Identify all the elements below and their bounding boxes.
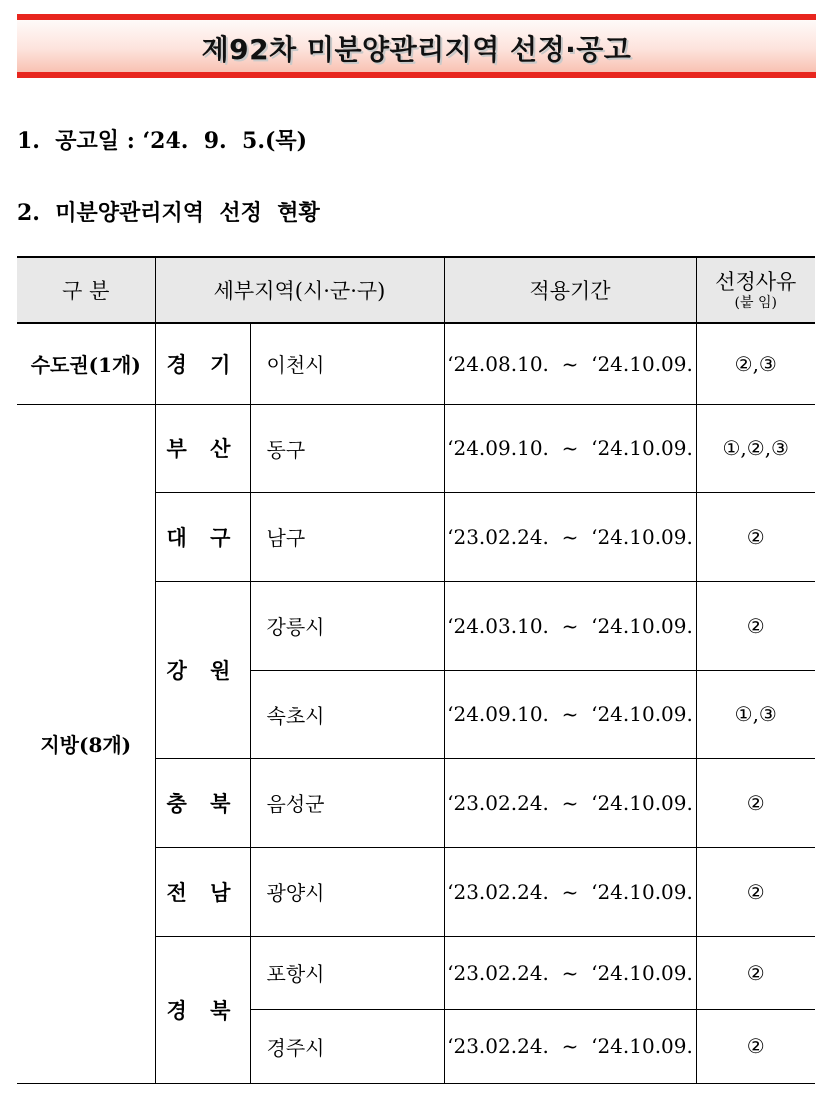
group-provincial: 지방(8개) (17, 404, 155, 1083)
period-cell: ‘23.02.24. ~ ‘24.10.09. (444, 936, 696, 1009)
district-cell: 동구 (250, 404, 444, 492)
reason-cell: ② (696, 492, 815, 581)
announcement-date-heading: 1. 공고일 : ‘24. 9. 5.(목) (17, 128, 308, 154)
district-cell: 속초시 (250, 670, 444, 758)
province-cell: 강 원 (155, 581, 250, 758)
banner-bottom-line (17, 72, 816, 78)
designation-table (17, 256, 815, 1084)
province-cell: 대 구 (155, 492, 250, 581)
district-cell: 강릉시 (250, 581, 444, 670)
reason-cell: ①,②,③ (696, 404, 815, 492)
province-cell: 충 북 (155, 758, 250, 847)
period-cell: ‘24.03.10. ~ ‘24.10.09. (444, 581, 696, 670)
table-row (17, 323, 815, 404)
period-cell: ‘23.02.24. ~ ‘24.10.09. (444, 492, 696, 581)
reason-cell: ② (696, 847, 815, 936)
header-period: 적용기간 (444, 257, 696, 323)
period-cell: ‘24.09.10. ~ ‘24.10.09. (444, 404, 696, 492)
banner-top-line (17, 14, 816, 20)
period-cell: ‘24.09.10. ~ ‘24.10.09. (444, 670, 696, 758)
period-cell: ‘23.02.24. ~ ‘24.10.09. (444, 1009, 696, 1083)
table-row (17, 404, 815, 492)
district-cell: 경주시 (250, 1009, 444, 1083)
period-cell: ‘23.02.24. ~ ‘24.10.09. (444, 847, 696, 936)
district-cell: 이천시 (250, 323, 444, 404)
reason-cell: ② (696, 936, 815, 1009)
district-cell: 포항시 (250, 936, 444, 1009)
period-cell: ‘23.02.24. ~ ‘24.10.09. (444, 758, 696, 847)
header-reason-sub: (붙 임) (734, 295, 777, 311)
district-cell: 광양시 (250, 847, 444, 936)
reason-cell: ②,③ (696, 323, 815, 404)
district-cell: 남구 (250, 492, 444, 581)
reason-cell: ② (696, 758, 815, 847)
province-cell: 전 남 (155, 847, 250, 936)
district-cell: 음성군 (250, 758, 444, 847)
designation-status-heading: 2. 미분양관리지역 선정 현황 (17, 200, 320, 226)
province-cell: 경 북 (155, 936, 250, 1083)
title-banner (17, 14, 816, 78)
province-cell: 경 기 (155, 323, 250, 404)
page-title: 제92차 미분양관리지역 선정·공고 (201, 33, 632, 66)
table-header-row (17, 257, 815, 323)
header-detail-region: 세부지역(시·군·구) (155, 257, 444, 323)
reason-cell: ② (696, 581, 815, 670)
header-category: 구 분 (17, 257, 155, 323)
group-capital: 수도권(1개) (17, 323, 155, 404)
province-cell: 부 산 (155, 404, 250, 492)
header-reason (696, 257, 815, 323)
header-reason-label: 선정사유 (715, 270, 797, 294)
period-cell: ‘24.08.10. ~ ‘24.10.09. (444, 323, 696, 404)
reason-cell: ①,③ (696, 670, 815, 758)
reason-cell: ② (696, 1009, 815, 1083)
